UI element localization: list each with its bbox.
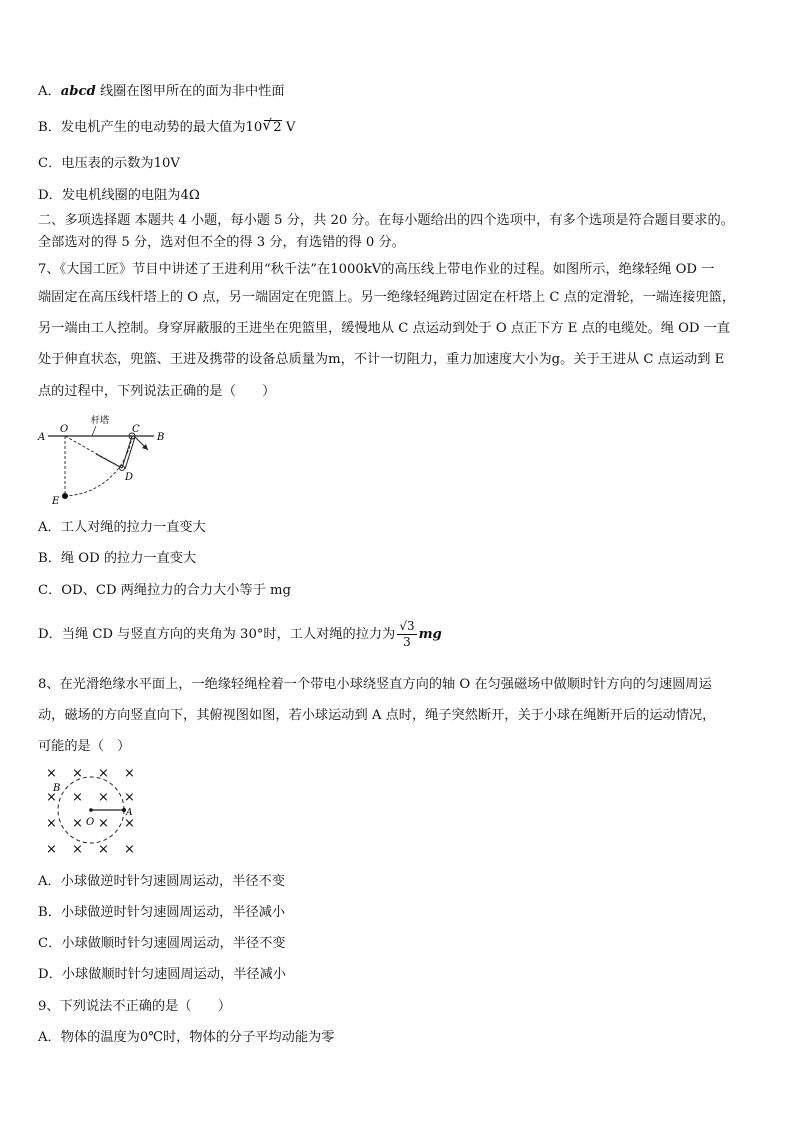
field-cross: × <box>72 766 83 781</box>
fraction: $\frac{√3}{3}$ <box>399 619 415 649</box>
field-cross: × <box>46 766 57 781</box>
q6-option-c: C．电压表的示数为10V <box>38 156 180 171</box>
label-b: B <box>157 432 165 443</box>
label-o: O <box>86 817 95 828</box>
q7-option-b: B．绳 OD 的拉力一直变大 <box>38 551 197 566</box>
q7-figure-swing-diagram <box>36 410 186 510</box>
field-cross: × <box>98 766 109 781</box>
tower-leader <box>92 426 96 436</box>
field-cross: × <box>98 816 109 831</box>
field-cross: × <box>124 842 135 857</box>
q7-stem-line1: 7、《大国工匠》节目中讲述了王进利用“秋千法”在1000kV的高压线上带电作业的过程。如图所示，绝缘轻绳 OD 一 <box>38 262 715 277</box>
q7-option-d: D．当绳 CD 与竖直方向的夹角为 30°时，工人对绳的拉力为 $\frac{√3}{3}$ mg <box>38 619 442 649</box>
label-a: A <box>38 432 46 443</box>
label-b: B <box>53 783 61 794</box>
field-cross: × <box>124 766 135 781</box>
q7-option-c: C．OD、CD 两绳拉力的合力大小等于 mg <box>38 583 291 598</box>
field-cross: × <box>124 790 135 805</box>
q7-stem-line5: 点的过程中，下列说法正确的是（ ） <box>38 384 276 399</box>
section2-instructions-line1: 二、多项选择题 本题共 4 小题，每小题 5 分，共 20 分。在每小题给出的四个选项中，有多个选项是符合题目要求的。 <box>38 213 734 228</box>
field-cross: × <box>124 816 135 831</box>
field-cross: × <box>98 842 109 857</box>
q8-stem-line2: 动，磁场的方向竖直向下，其俯视图如图，若小球运动到 A 点时，绳子突然断开，关于小球在绳断开后的运动情况， <box>38 708 716 723</box>
q8-option-b: B．小球做逆时针匀速圆周运动，半径减小 <box>38 905 286 920</box>
center-o <box>89 808 93 812</box>
q8-figure-magnetic-field <box>38 763 148 863</box>
field-cross: × <box>46 790 57 805</box>
q6-option-b: B．发电机产生的电动势的最大值为10√ 2 V <box>38 120 295 136</box>
q8-option-a: A．小球做逆时针匀速圆周运动，半径不变 <box>38 874 285 889</box>
q9-stem: 9、下列说法不正确的是（ ） <box>38 999 232 1014</box>
field-cross: × <box>46 842 57 857</box>
field-cross: × <box>46 816 57 831</box>
sqrt-expression: √ 2 <box>264 120 281 135</box>
field-cross: × <box>72 816 83 831</box>
field-cross: × <box>72 842 83 857</box>
label-e: E <box>52 496 60 507</box>
q7-option-a: A．工人对绳的拉力一直变大 <box>38 520 206 535</box>
label-o: O <box>60 424 69 435</box>
section2-instructions-line2: 全部选对的得 5 分，选对但不全的得 3 分，有选错的得 0 分。 <box>38 235 405 250</box>
q7-stem-line3: 另一端由工人控制。身穿屏蔽服的王进坐在兜篮里，缓慢地从 C 点运动到处于 O 点正下方 E 点的电缆处。绳 OD 一直 <box>38 321 731 336</box>
q8-option-d: D．小球做顺时针匀速圆周运动，半径减小 <box>38 967 286 982</box>
label-d: D <box>125 472 134 483</box>
point-e <box>62 493 68 499</box>
q6-option-a: A．abcd 线圈在图甲所在的面为非中性面 <box>38 84 285 99</box>
q6-option-d: D．发电机线圈的电阻为4Ω <box>38 188 200 203</box>
q7-stem-line4: 处于伸直状态，兜篮、王进及携带的设备总质量为m，不计一切阻力，重力加速度大小为g。关于王进从 C 点运动到 E <box>38 352 725 367</box>
rope-od-solid <box>96 454 122 468</box>
q7-stem-line2: 端固定在高压线杆塔上的 O 点，另一端固定在兜篮上。另一绝缘轻绳跨过固定在杆塔上 C 点的定滑轮，一端连接兜篮， <box>38 290 736 305</box>
label-c: C <box>132 424 140 435</box>
q8-stem-line1: 8、在光滑绝缘水平面上，一绝缘轻绳栓着一个带电小球绕竖直方向的轴 O 在匀强磁场中做顺时针方向的匀速圆周运 <box>38 677 712 692</box>
q8-option-c: C．小球做顺时针匀速圆周运动，半径不变 <box>38 936 286 951</box>
label-tower: 杆塔 <box>91 416 110 426</box>
field-cross: × <box>98 790 109 805</box>
q8-stem-line3: 可能的是（ ） <box>38 739 131 754</box>
field-cross: × <box>72 790 83 805</box>
q9-option-a: A．物体的温度为0℃时，物体的分子平均动能为零 <box>38 1030 335 1045</box>
label-a: A <box>126 808 133 818</box>
